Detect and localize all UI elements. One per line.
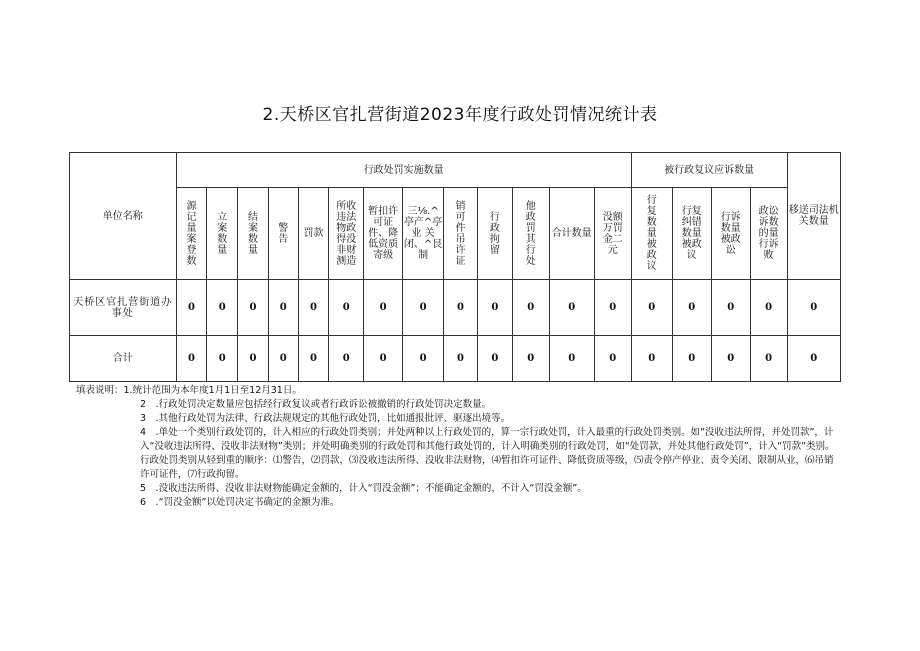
total-cell: 0 [672, 336, 711, 382]
value-cell: 0 [238, 280, 269, 336]
total-cell: 0 [549, 336, 594, 382]
total-cell: 0 [750, 336, 787, 382]
column-header: 暂扣许可证件、降低资质寄级 [364, 188, 403, 280]
transfer-judicial-header: 移送司法机关数量 [787, 153, 840, 280]
value-cell: 0 [631, 280, 672, 336]
total-cell: 0 [268, 336, 298, 382]
total-cell: 0 [711, 336, 750, 382]
value-cell: 0 [364, 280, 403, 336]
total-cell: 0 [238, 336, 269, 382]
note-line: 填表说明：1.统计范围为本年度1月1日至12月31日。 [76, 385, 302, 396]
statistics-table [69, 152, 841, 382]
value-cell: 0 [594, 280, 631, 336]
value-cell: 0 [549, 280, 594, 336]
total-cell: 0 [477, 336, 512, 382]
column-header: 源记量案登数 [176, 188, 207, 280]
column-header: 他政罚其行处 [512, 188, 549, 280]
total-cell: 0 [403, 336, 444, 382]
total-cell: 0 [594, 336, 631, 382]
value-cell: 0 [207, 280, 238, 336]
value-cell: 0 [672, 280, 711, 336]
total-row [70, 336, 841, 382]
column-header: 结案数量 [238, 188, 269, 280]
column-header: 行复纠错数量被政议 [672, 188, 711, 280]
value-cell: 0 [298, 280, 329, 336]
column-header: 所收违法物政得没非财测造 [329, 188, 364, 280]
note-line: 5 .没收违法所得、没收非法财物能确定金额的，计入“罚没金额”；不能确定金额的，不计入“罚没金额”。 [140, 483, 587, 494]
unit-name-cell: 天桥区官扎营街道办事处 [70, 280, 177, 336]
total-cell: 0 [298, 336, 329, 382]
column-header: 行复数量被政议 [631, 188, 672, 280]
note-line: 2 .行政处罚决定数量应包括经行政复议或者行政诉讼被撤销的行政处罚决定数量。 [140, 399, 492, 410]
value-cell: 0 [750, 280, 787, 336]
column-header: 没额万罚金二元 [594, 188, 631, 280]
total-cell: 0 [631, 336, 672, 382]
review-group-header: 被行政复议应诉数量 [631, 153, 787, 188]
value-cell: 0 [176, 280, 207, 336]
total-cell: 0 [444, 336, 478, 382]
table-notes [76, 384, 856, 510]
column-header: 警告 [268, 188, 298, 280]
total-cell: 0 [787, 336, 840, 382]
value-cell: 0 [711, 280, 750, 336]
page-title: 2.天桥区官扎营街道2023年度行政处罚情况统计表 [262, 105, 658, 125]
note-line: 4 .单处一个类别行政处罚的，计入相应的行政处罚类别；并处两种以上行政处罚的，算一宗行政处罚，计入最重的行政处罚类别。如“没收违法所得，并处罚款”，计入“没收违法所得、没收非法财物”类别；并处明确类别的行政处罚和其他行政处罚的，计入明确类别的行政处罚，如“处罚款，并处其他行政处罚”，计入“罚款”类别。行政处罚类别从轻到重的顺序：⑴警告，⑵罚款，⑶没收违法所得、没收非法财物，⑷暂扣许可证件、降低资质等级，⑸责令停产停业、责令关闭、限制从业，⑹吊销许可证件，⑺行政拘留。 [140, 427, 835, 480]
value-cell: 0 [268, 280, 298, 336]
column-header: 政讼诉数的量行诉败 [750, 188, 787, 280]
penalty-group-header: 行政处罚实施数量 [176, 153, 631, 188]
value-cell: 0 [787, 280, 840, 336]
value-cell: 0 [329, 280, 364, 336]
value-cell: 0 [477, 280, 512, 336]
total-cell: 0 [512, 336, 549, 382]
column-header: 行诉数量被政讼 [711, 188, 750, 280]
total-label: 合计 [70, 336, 177, 382]
column-header: 罚款 [298, 188, 329, 280]
column-header: 三⅛.^ 亭产^亭业 关闭、^艮制 [403, 188, 444, 280]
value-cell: 0 [444, 280, 478, 336]
total-cell: 0 [329, 336, 364, 382]
note-line: 3 .其他行政处罚为法律、行政法规规定的其他行政处罚，比如通报批评、驱逐出境等。 [140, 413, 511, 424]
column-header: 立案数量 [207, 188, 238, 280]
total-cell: 0 [176, 336, 207, 382]
table-row [70, 280, 841, 336]
total-cell: 0 [364, 336, 403, 382]
column-header: 销可件吊许证 [444, 188, 478, 280]
unit-name-header: 单位名称 [70, 153, 177, 280]
value-cell: 0 [403, 280, 444, 336]
column-header: 行政拘留 [477, 188, 512, 280]
note-line: 6 .“罚没金额”以处罚决定书确定的金额为准。 [140, 497, 340, 508]
value-cell: 0 [512, 280, 549, 336]
column-header: 合计数量 [549, 188, 594, 280]
total-cell: 0 [207, 336, 238, 382]
